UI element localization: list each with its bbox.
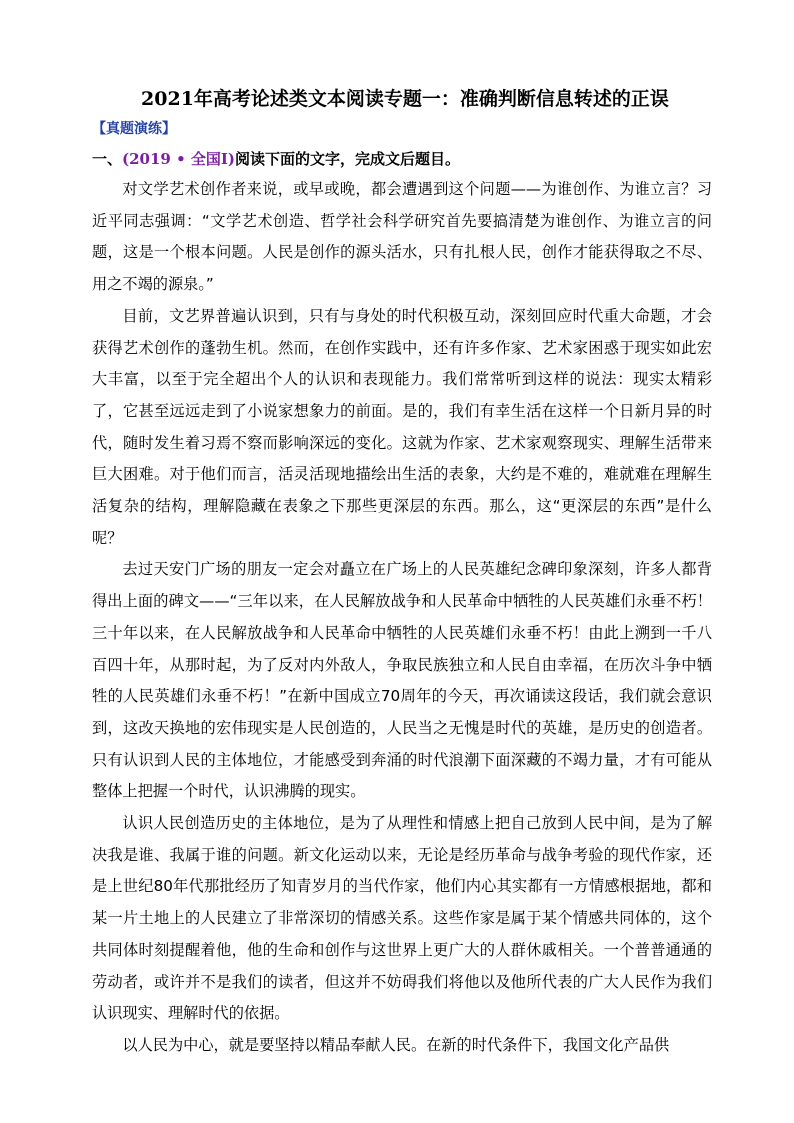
question-number: 一、 <box>92 150 123 168</box>
passage-paragraph: 认识人民创造历史的主体地位，是为了从理性和情感上把自己放到人民中间，是为了解决我是谁、我属于谁的问题。新文化运动以来，无论是经历革命与战争考验的现代作家，还是上世纪80年代那批经历了知青岁月的当代作家，他们内心其实都有一方情感根据地，都和某一片土地上的人民建立了非常深切的情感关系。这些作家是属于某个情感共同体的，这个共同体时刻提醒着他，他的生命和创作与这世界上更广大的人群休戚相关。一个普普通通的劳动者，或许并不是我们的读者，但这并不妨碍我们将他以及他所代表的广大人民作为我们认识现实、理解时代的依据。 <box>92 814 712 1023</box>
document-title: 2021年高考论述类文本阅读专题一：准确判断信息转述的正误 <box>141 88 669 110</box>
passage-paragraph: 去过天安门广场的朋友一定会对矗立在广场上的人民英雄纪念碑印象深刻，许多人都背得出上面的碑文——“三年以来，在人民解放战争和人民革命中牺牲的人民英雄们永垂不朽！三十年以来，在人民解放战争和人民革命中牺牲的人民英雄们永垂不朽！由此上溯到一千八百四十年，从那时起，为了反对内外敌人，争取民族独立和人民自由幸福，在历次斗争中牺牲的人民英雄们永垂不朽！”在新中国成立70周年的今天，再次诵读这段话，我们就会意识到，这改天换地的宏伟现实是人民创造的，人民当之无愧是时代的英雄，是历史的创造者。只有认识到人民的主体地位，才能感受到奔涌的时代浪潮下面深藏的不竭力量，才有可能从整体上把握一个时代，认识沸腾的现实。 <box>92 560 712 801</box>
section-tag: 【真题演练】 <box>92 121 176 137</box>
passage-paragraph: 对文学艺术创作者来说，或早或晚，都会遭遇到这个问题——为谁创作、为谁立言？习近平同志强调：“文学艺术创造、哲学社会科学研究首先要搞清楚为谁创作、为谁立言的问题，这是一个根本问题。人民是创作的源头活水，只有扎根人民，创作才能获得取之不尽、用之不竭的源泉。” <box>92 180 712 294</box>
question-heading <box>92 147 460 171</box>
question-source: (2019 • 全国Ⅰ) <box>122 150 236 168</box>
passage-paragraph: 目前，文艺界普遍认识到，只有与身处的时代积极互动，深刻回应时代重大命题，才会获得艺术创作的蓬勃生机。然而，在创作实践中，还有许多作家、艺术家困惑于现实如此宏大丰富，以至于完全超出个人的认识和表现能力。我们常常听到这样的说法：现实太精彩了，它甚至远远走到了小说家想象力的前面。是的，我们有幸生活在这样一个日新月异的时代，随时发生着习焉不察而影响深远的变化。这就为作家、艺术家观察现实、理解生活带来巨大困难。对于他们而言，活灵活现地描绘出生活的表象，大约是不难的，难就难在理解生活复杂的结构，理解隐藏在表象之下那些更深层的东西。那么，这“更深层的东西”是什么呢？ <box>92 306 712 547</box>
passage-paragraph: 以人民为中心，就是要坚持以精品奉献人民。在新的时代条件下，我国文化产品供 <box>122 1035 670 1054</box>
passage-body <box>92 174 712 1062</box>
question-instruction: 阅读下面的文字，完成文后题目。 <box>235 150 461 168</box>
